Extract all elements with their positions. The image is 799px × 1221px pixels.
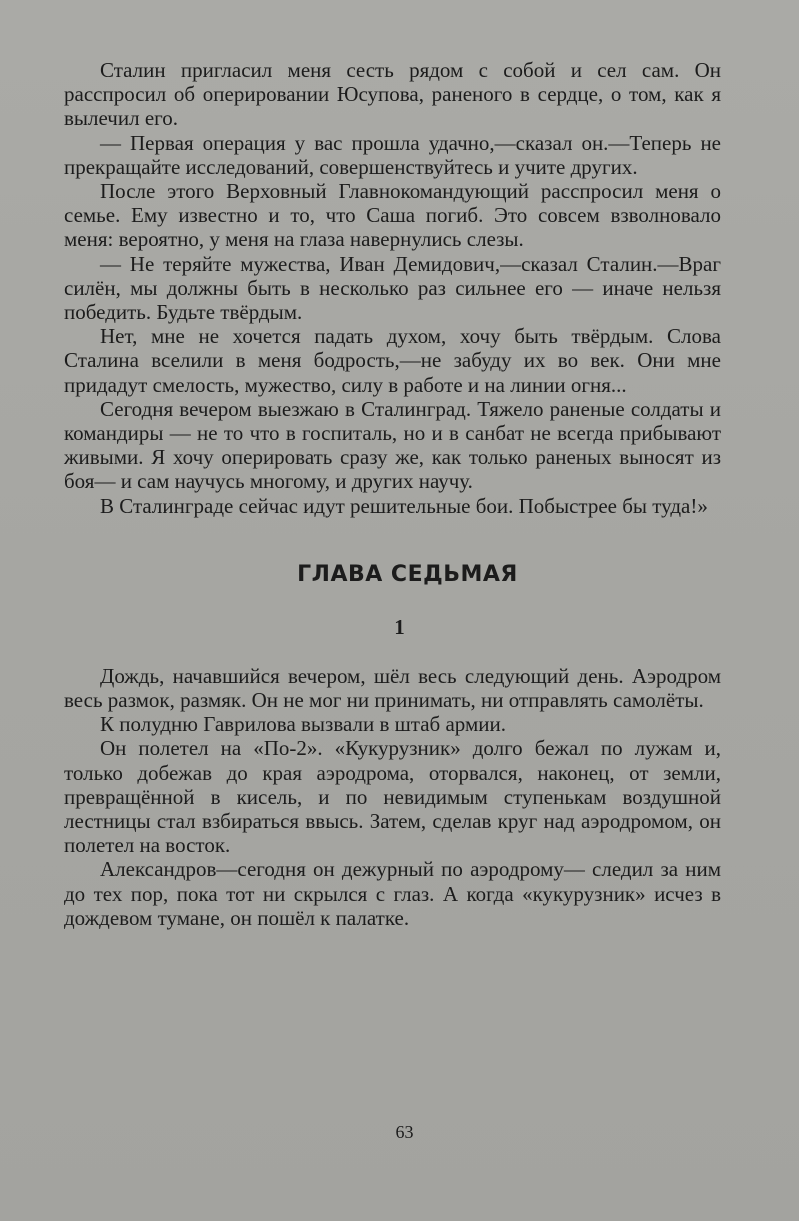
paragraph-stalin-invitation: Сталин пригласил меня сесть рядом с собой и сел сам. Он расспросил об оперировании Юсупова, раненого в сердце, о том, как я вылечил его. (64, 58, 721, 131)
paragraph-first-operation: — Первая операция у вас прошла удачно,—сказал он.—Теперь не прекращайте исследований, совершенствуйтесь и учите других. (64, 130, 721, 179)
paragraph-courage: — Не теряйте мужества, Иван Демидович,—сказал Сталин.—Враг силён, мы должны быть в несколько раз сильнее его — иначе нельзя победить. Будьте твёрдым. (64, 251, 721, 325)
paragraph-decisive-battles: В Сталинграде сейчас идут решительные бои. Побыстрее бы туда!» (100, 493, 708, 518)
chapter-title: ГЛАВА СЕДЬМАЯ (297, 561, 518, 587)
page-number: 63 (395, 1122, 414, 1142)
paragraph-stalingrad-departure: Сегодня вечером выезжаю в Сталинград. Тяжело раненые солдаты и командиры — не то что в госпиталь, но и в санбат не всегда прибывают живыми. Я хочу оперировать сразу же, как только раненых выносят из боя— и сам научусь многому, и других научу. (64, 396, 721, 494)
paragraph-flight: Он полетел на «По-2». «Кукурузник» долго бежал по лужам и, только добежав до края аэродрома, оторвался, наконец, от земли, превращённой в кисель, и по невидимым ступенькам воздушной лестницы стал взбираться ввысь. Затем, сделав круг над аэродромом, он полетел на восток. (64, 736, 721, 858)
paragraph-gavrilov-summoned: К полудню Гаврилова вызвали в штаб армии. (100, 712, 506, 737)
paragraph-aleksandrov: Александров—сегодня он дежурный по аэродрому— следил за ним до тех пор, пока тот ни скрылся с глаз. А когда «кукурузник» исчез в дождевом тумане, он пошёл к палатке. (64, 857, 721, 930)
paragraph-firmness: Нет, мне не хочется падать духом, хочу быть твёрдым. Слова Сталина вселили в меня бодрость,—не забуду их во век. Они мне придадут смелость, мужество, силу в работе и на линии огня... (64, 324, 721, 397)
paragraph-family-question: После этого Верховный Главнокомандующий расспросил меня о семье. Ему известно и то, что Саша погиб. Это совсем взволновало меня: вероятно, у меня на глаза навернулись слезы. (64, 179, 721, 252)
paragraph-rain: Дождь, начавшийся вечером, шёл весь следующий день. Аэродром весь размок, размяк. Он не мог ни принимать, ни отправлять самолёты. (64, 663, 721, 713)
section-number: 1 (394, 614, 405, 639)
